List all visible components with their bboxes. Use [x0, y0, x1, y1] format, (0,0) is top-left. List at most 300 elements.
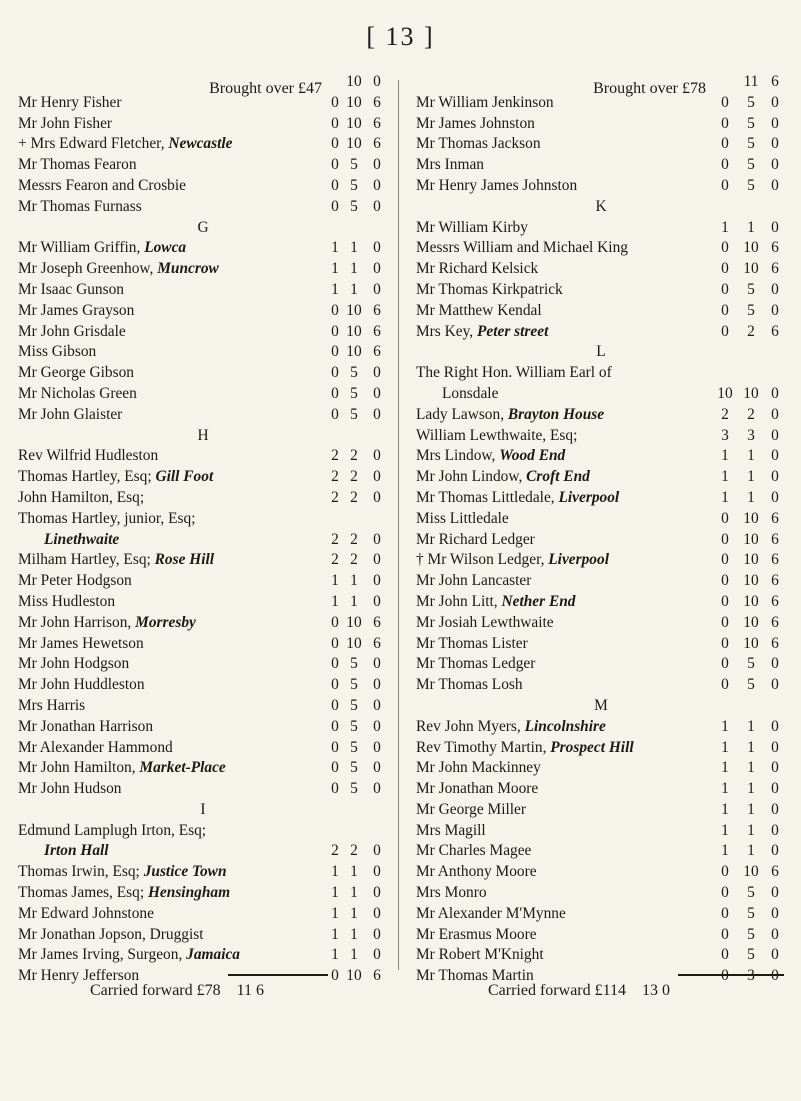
- amount-shillings: 2: [350, 530, 358, 548]
- subscriber-entry: [18, 779, 328, 800]
- subscription-amount: [712, 738, 786, 759]
- subscriber-name: Mrs Lindow,: [416, 447, 500, 465]
- amount-pence: 6: [373, 343, 381, 361]
- subscriber-name: Mr John Grisdale: [18, 322, 126, 340]
- subscription-amount: [712, 259, 786, 280]
- subscriber-place: Brayton House: [507, 405, 605, 423]
- subscription-amount: [712, 280, 786, 301]
- subscriber-entry: [18, 259, 328, 280]
- amount-pounds: 1: [331, 863, 339, 881]
- carried-forward-pence: 0: [662, 982, 671, 999]
- section-letter-row: [416, 696, 786, 717]
- subscriber-row: [18, 613, 388, 634]
- amount-shillings: 10: [346, 967, 362, 985]
- amount-pence: 6: [771, 530, 779, 548]
- amount-pounds: 1: [331, 280, 339, 298]
- subscriber-name: Mr John Glaister: [18, 405, 123, 423]
- subscriber-entry: [416, 779, 712, 800]
- right-carried-forward: [488, 982, 670, 1000]
- amount-shillings: 2: [747, 322, 755, 340]
- amount-shillings: 1: [747, 447, 755, 465]
- amount-pounds: 2: [331, 530, 339, 548]
- subscription-amount: [328, 862, 388, 883]
- subscriber-entry: [18, 446, 328, 467]
- subscription-amount: [328, 613, 388, 634]
- subscriber-name: Miss Littledale: [416, 509, 509, 527]
- amount-pence: 0: [373, 280, 381, 298]
- subscription-amount: [712, 176, 786, 197]
- subscription-amount: [712, 654, 786, 675]
- subscriber-row: [416, 467, 786, 488]
- amount-shillings: 1: [350, 592, 358, 610]
- subscriber-row: [18, 904, 388, 925]
- subscriber-name: Mr John Hodgson: [18, 655, 130, 673]
- amount-shillings: 5: [350, 156, 358, 174]
- subscriber-name: Lady Lawson,: [416, 405, 508, 423]
- subscriber-entry: [18, 197, 328, 218]
- subscriber-name: Mrs Key,: [416, 322, 477, 340]
- amount-pounds: 2: [721, 405, 729, 423]
- amount-pounds: 0: [721, 551, 729, 569]
- subscriber-entry: [416, 904, 712, 925]
- amount-pounds: 1: [721, 800, 729, 818]
- subscriber-name: Mr Thomas Fearon: [18, 156, 137, 174]
- amount-pence: 0: [771, 156, 779, 174]
- amount-shillings: 10: [346, 322, 362, 340]
- subscriber-row: [416, 405, 786, 426]
- subscriber-name: Mr Henry Jefferson: [18, 967, 140, 985]
- subscriber-row: [416, 592, 786, 613]
- amount-shillings: 5: [350, 655, 358, 673]
- subscriber-row: [416, 717, 786, 738]
- amount-pence: 6: [771, 239, 779, 257]
- amount-pounds: 0: [721, 863, 729, 881]
- subscriber-name: Miss Hudleston: [18, 592, 116, 610]
- subscriber-entry: [416, 634, 712, 655]
- subscriber-name: Mr Thomas Kirkpatrick: [416, 280, 563, 298]
- subscriber-name: Lonsdale: [442, 384, 499, 402]
- amount-shillings: 2: [350, 488, 358, 506]
- subscriber-row: [416, 218, 786, 239]
- subscriber-name: Mr Thomas Furnass: [18, 197, 142, 215]
- amount-shillings: 5: [350, 364, 358, 382]
- subscriber-name: † Mr Wilson Ledger,: [416, 551, 549, 569]
- amount-pence: 0: [771, 925, 779, 943]
- amount-pounds: 0: [331, 301, 339, 319]
- subscription-amount: [328, 446, 388, 467]
- subscriber-name: Mr Henry Fisher: [18, 93, 122, 111]
- amount-pounds: 0: [721, 572, 729, 590]
- subscriber-entry: [416, 925, 712, 946]
- subscriber-entry: [18, 945, 328, 966]
- subscription-amount: [328, 675, 388, 696]
- subscriber-row: [18, 675, 388, 696]
- brought-over-shillings: 11: [743, 73, 759, 90]
- amount-pounds: 0: [721, 904, 729, 922]
- section-letter: G: [197, 218, 209, 236]
- amount-shillings: 3: [747, 426, 755, 444]
- subscriber-name: Thomas Hartley, Esq;: [18, 468, 156, 486]
- amount-pounds: 0: [721, 301, 729, 319]
- subscriber-entry: [18, 134, 328, 155]
- amount-pounds: 0: [721, 260, 729, 278]
- amount-pence: 0: [373, 696, 381, 714]
- subscription-amount: [712, 592, 786, 613]
- subscriber-name: Mr John Harrison,: [18, 613, 136, 631]
- amount-shillings: 10: [346, 135, 362, 153]
- subscription-amount: [328, 155, 388, 176]
- subscriber-row: [18, 550, 388, 571]
- amount-shillings: 10: [743, 572, 759, 590]
- amount-shillings: 1: [747, 468, 755, 486]
- subscriber-entry: [18, 176, 328, 197]
- subscriber-row: [416, 176, 786, 197]
- subscriber-name: Mr Jonathan Harrison: [18, 717, 154, 735]
- amount-pounds: 0: [331, 676, 339, 694]
- subscriber-name: Mr Thomas Ledger: [416, 655, 536, 673]
- subscriber-entry: [416, 800, 712, 821]
- subscriber-row: [416, 280, 786, 301]
- amount-shillings: 1: [747, 842, 755, 860]
- subscriber-entry: [18, 758, 328, 779]
- subscriber-row: [416, 904, 786, 925]
- subscriber-entry: [18, 280, 328, 301]
- subscriber-entry: [18, 634, 328, 655]
- subscriber-row: [416, 883, 786, 904]
- subscription-amount: [328, 925, 388, 946]
- amount-shillings: 10: [743, 551, 759, 569]
- brought-over-amount: [328, 72, 388, 93]
- amount-pounds: 2: [331, 551, 339, 569]
- brought-over-pence: 6: [771, 73, 779, 90]
- amount-shillings: 1: [350, 280, 358, 298]
- subscriber-entry: [416, 259, 712, 280]
- amount-pounds: 0: [721, 613, 729, 631]
- amount-shillings: 5: [350, 176, 358, 194]
- subscription-amount: [712, 821, 786, 842]
- subscriber-name: Mr Thomas Littledale,: [416, 488, 559, 506]
- amount-pence: 0: [771, 405, 779, 423]
- subscription-amount: [328, 488, 388, 509]
- subscriber-row: [416, 155, 786, 176]
- subscriber-row: [416, 925, 786, 946]
- subscriber-entry: [18, 509, 388, 530]
- amount-shillings: 5: [350, 738, 358, 756]
- subscriber-name: Mrs Inman: [416, 156, 484, 174]
- subscriber-entry: [416, 93, 712, 114]
- amount-shillings: 5: [747, 655, 755, 673]
- amount-shillings: 1: [747, 821, 755, 839]
- subscriber-row: [18, 571, 388, 592]
- subscriber-row: [18, 634, 388, 655]
- subscription-amount: [328, 114, 388, 135]
- subscription-amount: [712, 841, 786, 862]
- subscription-amount: [328, 571, 388, 592]
- amount-pounds: 1: [331, 884, 339, 902]
- subscriber-entry: [416, 654, 712, 675]
- amount-pounds: 0: [721, 946, 729, 964]
- amount-pence: 0: [771, 676, 779, 694]
- subscriber-entry: [416, 176, 712, 197]
- subscriber-name: Mr John Litt,: [416, 592, 502, 610]
- subscription-amount: [328, 384, 388, 405]
- subscriber-name: Mr James Hewetson: [18, 634, 144, 652]
- subscriber-row: [18, 363, 388, 384]
- amount-shillings: 1: [747, 218, 755, 236]
- subscription-amount: [328, 280, 388, 301]
- amount-pounds: 0: [331, 364, 339, 382]
- amount-shillings: 1: [350, 925, 358, 943]
- subscription-amount: [328, 966, 388, 987]
- amount-pence: 0: [771, 717, 779, 735]
- subscriber-name: Mrs Magill: [416, 821, 486, 839]
- subscriber-entry: [416, 467, 712, 488]
- subscriber-name: Rev Wilfrid Hudleston: [18, 447, 159, 465]
- amount-pounds: 2: [331, 842, 339, 860]
- subscription-amount: [328, 696, 388, 717]
- amount-shillings: 10: [346, 93, 362, 111]
- subscription-amount: [712, 218, 786, 239]
- subscriber-entry: [18, 301, 328, 322]
- amount-pounds: 0: [721, 530, 729, 548]
- amount-pence: 6: [373, 322, 381, 340]
- subscription-amount: [328, 550, 388, 571]
- amount-shillings: 5: [350, 717, 358, 735]
- subscriber-name: Mr Robert M'Knight: [416, 946, 544, 964]
- amount-pounds: 1: [721, 717, 729, 735]
- amount-pounds: 1: [331, 592, 339, 610]
- amount-shillings: 10: [743, 634, 759, 652]
- amount-shillings: 1: [350, 239, 358, 257]
- amount-pence: 0: [373, 156, 381, 174]
- subscriber-name: + Mrs Edward Fletcher,: [18, 135, 169, 153]
- amount-shillings: 5: [747, 176, 755, 194]
- subscriber-row: [18, 384, 388, 405]
- amount-shillings: 5: [350, 759, 358, 777]
- subscriber-place: Irton Hall: [44, 842, 109, 860]
- brought-over-label: Brought over £47: [209, 79, 322, 97]
- amount-pence: 0: [771, 280, 779, 298]
- section-letter-row: [18, 800, 388, 821]
- amount-pence: 0: [373, 364, 381, 382]
- amount-shillings: 5: [747, 301, 755, 319]
- subscriber-name: Mr Henry James Johnston: [416, 176, 578, 194]
- subscriber-name: John Hamilton, Esq;: [18, 488, 145, 506]
- subscription-amount: [328, 592, 388, 613]
- amount-pounds: 0: [331, 759, 339, 777]
- subscriber-row: [18, 925, 388, 946]
- subscriber-place: Market-Place: [139, 759, 226, 777]
- subscriber-row: [416, 634, 786, 655]
- subscriber-entry: [416, 509, 712, 530]
- amount-pence: 6: [771, 863, 779, 881]
- subscription-amount: [712, 634, 786, 655]
- amount-pence: 0: [373, 946, 381, 964]
- subscriber-row: [416, 488, 786, 509]
- subscriber-name: Mrs Monro: [416, 884, 487, 902]
- amount-pounds: 0: [721, 135, 729, 153]
- amount-pounds: 0: [721, 884, 729, 902]
- amount-shillings: 2: [350, 551, 358, 569]
- subscriber-row: [18, 197, 388, 218]
- amount-pence: 6: [771, 592, 779, 610]
- subscriber-place: Liverpool: [558, 488, 620, 506]
- subscription-amount: [328, 322, 388, 343]
- amount-pence: 6: [373, 613, 381, 631]
- amount-shillings: [738, 966, 764, 987]
- subscriber-name: Mr James Johnston: [416, 114, 535, 132]
- brought-over-pounds: [328, 72, 342, 93]
- amount-pounds: 1: [721, 468, 729, 486]
- subscriber-entry: [416, 446, 712, 467]
- subscription-amount: [328, 779, 388, 800]
- amount-pence: 0: [771, 759, 779, 777]
- subscriber-entry: [18, 883, 328, 904]
- subscriber-row: [416, 322, 786, 343]
- subscription-amount: [712, 779, 786, 800]
- subscriber-entry: [416, 488, 712, 509]
- carried-forward-shillings: 13: [642, 982, 659, 999]
- subscriber-row: [416, 613, 786, 634]
- subscriber-row: [416, 841, 786, 862]
- subscriber-name: Mr James Grayson: [18, 301, 135, 319]
- subscriber-entry: [416, 322, 712, 343]
- subscription-amount: [328, 176, 388, 197]
- subscriber-place: Hensingham: [147, 884, 231, 902]
- amount-pounds: 0: [331, 655, 339, 673]
- amount-shillings: 10: [743, 239, 759, 257]
- amount-pence: 0: [373, 572, 381, 590]
- amount-pounds: 2: [331, 468, 339, 486]
- subscriber-entry: [416, 675, 712, 696]
- subscriber-entry: [18, 405, 328, 426]
- amount-pence: 0: [771, 738, 779, 756]
- amount-pence: 0: [771, 904, 779, 922]
- subscriber-row: [416, 259, 786, 280]
- subscriber-row: [416, 571, 786, 592]
- amount-pence: 0: [373, 717, 381, 735]
- amount-pounds: 1: [721, 488, 729, 506]
- amount-shillings: 5: [747, 135, 755, 153]
- amount-pounds: 0: [331, 156, 339, 174]
- amount-pence: 0: [771, 821, 779, 839]
- subscriber-row: [416, 301, 786, 322]
- subscriber-row: [18, 758, 388, 779]
- amount-pounds: 10: [717, 384, 733, 402]
- subscriber-name: Mr Charles Magee: [416, 842, 532, 860]
- subscriber-entry: [18, 550, 328, 571]
- subscriber-entry: [18, 384, 328, 405]
- subscriber-name: Mr William Kirby: [416, 218, 528, 236]
- subscriber-row: [18, 301, 388, 322]
- amount-pence: 6: [373, 634, 381, 652]
- left-column: [18, 72, 388, 987]
- amount-pounds: 2: [331, 488, 339, 506]
- subscriber-entry: [416, 821, 712, 842]
- amount-pence: 0: [373, 676, 381, 694]
- subscriber-name: Mr Jonathan Moore: [416, 780, 539, 798]
- subscriber-row: [18, 259, 388, 280]
- right-column: [416, 72, 786, 987]
- subscriber-place: Muncrow: [157, 260, 219, 278]
- subscription-amount: [712, 93, 786, 114]
- amount-pounds: 2: [331, 447, 339, 465]
- subscriber-name: Mr Isaac Gunson: [18, 280, 124, 298]
- subscriber-place: Morresby: [135, 613, 196, 631]
- subscriber-entry: [18, 654, 328, 675]
- subscriber-entry: [18, 696, 328, 717]
- amount-shillings: 1: [350, 946, 358, 964]
- subscriber-row: [18, 155, 388, 176]
- amount-pence: 6: [771, 322, 779, 340]
- amount-pounds: 0: [331, 634, 339, 652]
- amount-pence: 0: [771, 218, 779, 236]
- subscriber-name: Thomas James, Esq;: [18, 884, 148, 902]
- amount-pence: 0: [373, 260, 381, 278]
- subscriber-entry: [18, 114, 328, 135]
- subscription-amount: [712, 446, 786, 467]
- amount-shillings: 10: [743, 530, 759, 548]
- amount-shillings: 5: [747, 280, 755, 298]
- amount-pence: 0: [373, 925, 381, 943]
- amount-shillings: 10: [743, 613, 759, 631]
- subscriber-name: Milham Hartley, Esq;: [18, 551, 155, 569]
- amount-pounds: 0: [721, 239, 729, 257]
- subscriber-entry: [18, 675, 328, 696]
- amount-pence: 0: [373, 592, 381, 610]
- amount-pounds: 0: [331, 738, 339, 756]
- brought-over-pounds: [712, 72, 738, 93]
- subscriber-name: Mr Alexander M'Mynne: [416, 904, 566, 922]
- subscriber-name: Mr James Irving, Surgeon,: [18, 946, 187, 964]
- subscriber-name: Thomas Hartley, junior, Esq;: [18, 509, 196, 527]
- subscriber-row: [416, 114, 786, 135]
- subscriber-entry: [416, 301, 712, 322]
- amount-pounds: 0: [331, 405, 339, 423]
- amount-pence: 6: [771, 509, 779, 527]
- column-divider: [398, 80, 399, 970]
- subscriber-row: [18, 176, 388, 197]
- subscriber-row: [416, 426, 786, 447]
- subscriber-entry: [416, 717, 712, 738]
- subscriber-entry: [416, 862, 712, 883]
- subscription-amount: [328, 134, 388, 155]
- subscriber-entry: [18, 467, 328, 488]
- amount-shillings: 5: [350, 780, 358, 798]
- subscription-amount: [712, 509, 786, 530]
- subscriber-place: Croft End: [526, 468, 590, 486]
- subscriber-row: [18, 446, 388, 467]
- amount-shillings: 2: [350, 842, 358, 860]
- amount-pence: 0: [771, 93, 779, 111]
- subscriber-row: [18, 238, 388, 259]
- amount-shillings: 10: [346, 114, 362, 132]
- subscription-amount: [712, 155, 786, 176]
- amount-pence: 0: [771, 447, 779, 465]
- subscriber-row: [18, 779, 388, 800]
- subscriber-row: [416, 530, 786, 551]
- brought-over-shillings: 10: [346, 73, 362, 90]
- amount-pence: 6: [771, 634, 779, 652]
- subscription-amount: [712, 134, 786, 155]
- subscriber-entry: [416, 155, 712, 176]
- subscriber-entry: [416, 134, 712, 155]
- amount-pence: 0: [771, 655, 779, 673]
- subscription-amount: [328, 904, 388, 925]
- amount-pounds: 1: [331, 925, 339, 943]
- subscriber-name: Mr John Lindow,: [416, 468, 527, 486]
- amount-pence: 0: [373, 447, 381, 465]
